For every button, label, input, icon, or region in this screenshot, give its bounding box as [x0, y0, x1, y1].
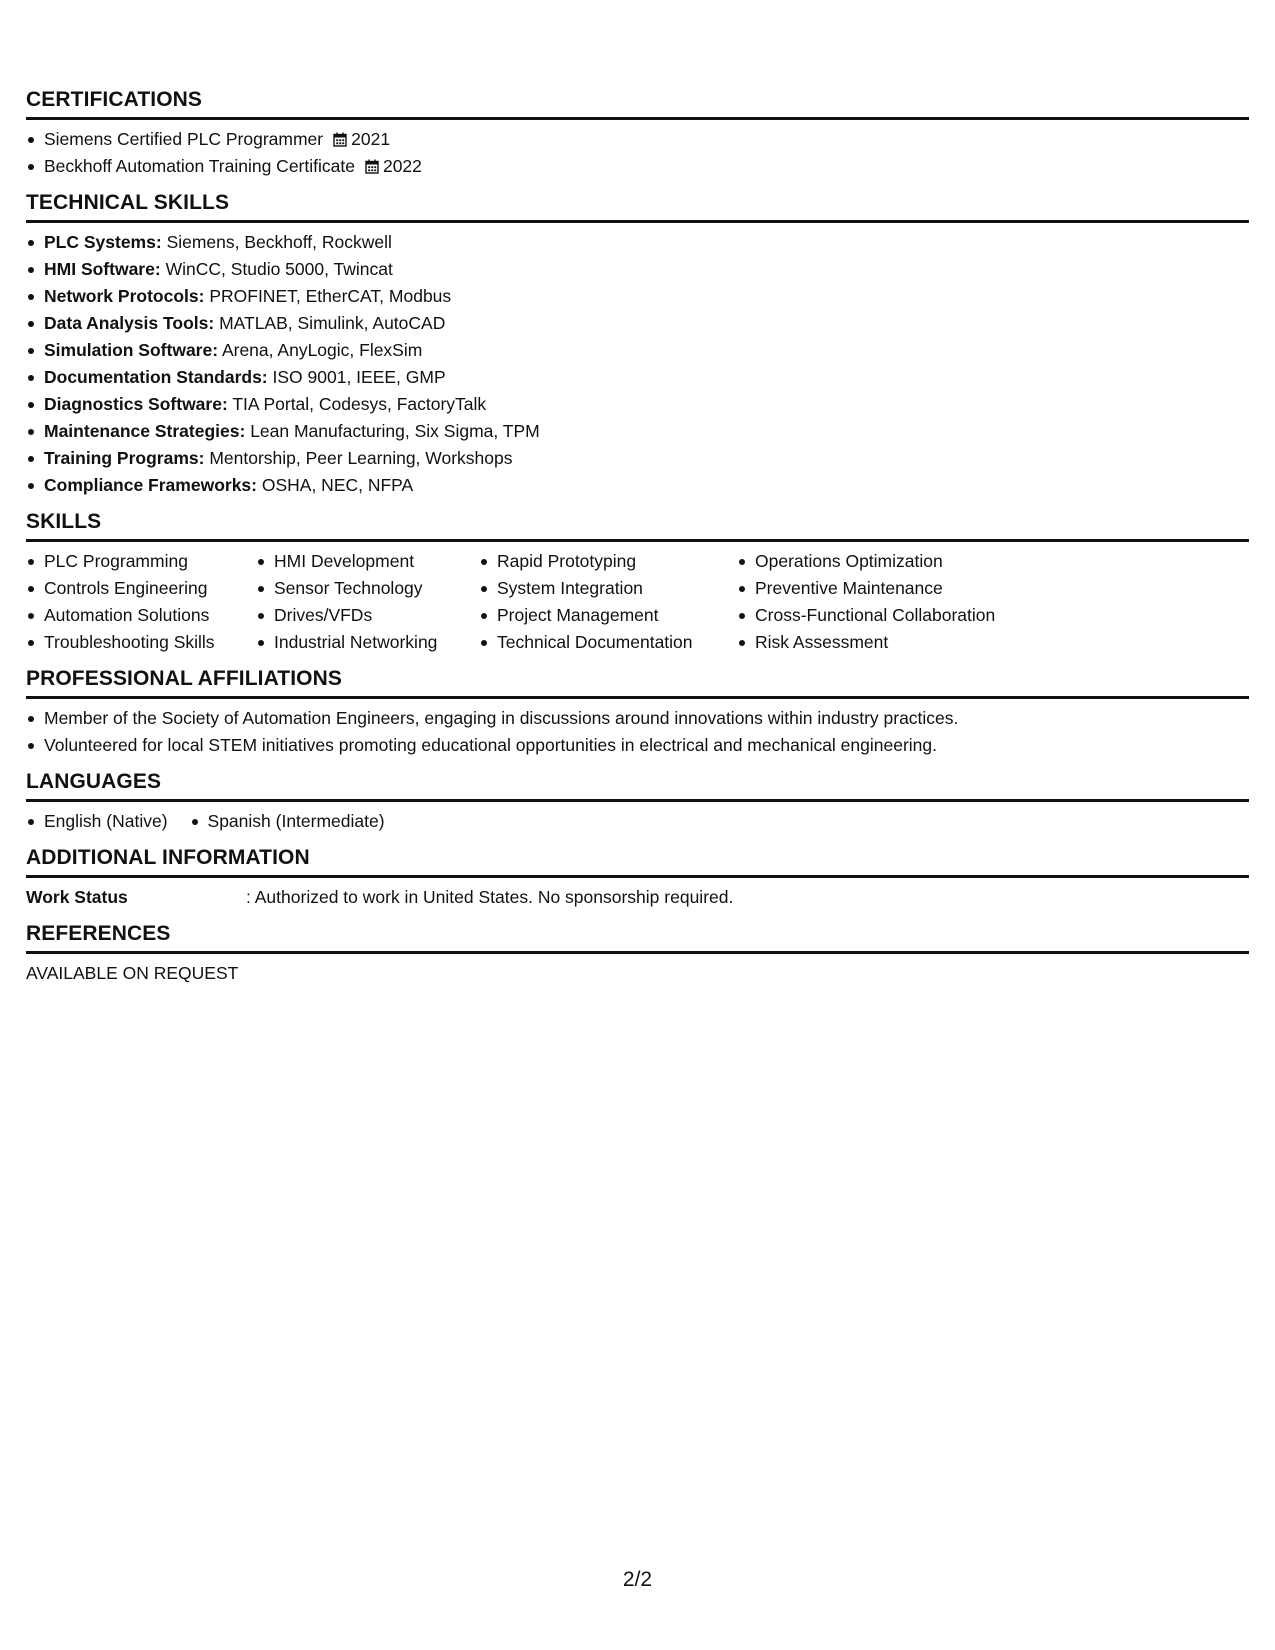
skill-category-label: Maintenance Strategies:	[44, 421, 246, 441]
list-item: Project Management	[479, 602, 737, 629]
additional-info-section	[26, 846, 1249, 911]
certifications-list	[26, 126, 1249, 180]
list-item	[26, 229, 1249, 256]
list-item: Operations Optimization	[737, 548, 1037, 575]
skill-category-value: Arena, AnyLogic, FlexSim	[221, 340, 423, 360]
section-title: TECHNICAL SKILLS	[26, 191, 1249, 223]
list-item: English (Native)	[26, 808, 168, 835]
section-title: SKILLS	[26, 510, 1249, 542]
languages-section	[26, 770, 1249, 835]
list-item: Technical Documentation	[479, 629, 737, 656]
list-item	[26, 153, 1249, 180]
section-title: LANGUAGES	[26, 770, 1249, 802]
list-item: Rapid Prototyping	[479, 548, 737, 575]
calendar-icon	[365, 159, 379, 174]
skills-grid	[26, 548, 1249, 656]
section-title: ADDITIONAL INFORMATION	[26, 846, 1249, 878]
section-title: PROFESSIONAL AFFILIATIONS	[26, 667, 1249, 699]
section-title: REFERENCES	[26, 922, 1249, 954]
affiliations-list	[26, 705, 1249, 759]
skill-category-label: HMI Software:	[44, 259, 161, 279]
list-item: Risk Assessment	[737, 629, 1037, 656]
list-item: Sensor Technology	[256, 575, 479, 602]
list-item: Industrial Networking	[256, 629, 479, 656]
skill-category-label: Data Analysis Tools:	[44, 313, 215, 333]
list-item: Cross-Functional Collaboration	[737, 602, 1037, 629]
skills-column	[26, 548, 256, 656]
references-section	[26, 922, 1249, 987]
list-item	[26, 337, 1249, 364]
skills-column	[737, 548, 1037, 656]
list-item	[26, 364, 1249, 391]
skill-category-label: Diagnostics Software:	[44, 394, 228, 414]
certification-year: 2022	[382, 156, 422, 176]
list-item: PLC Programming	[26, 548, 256, 575]
skills-column	[256, 548, 479, 656]
list-item	[26, 445, 1249, 472]
skill-category-value: WinCC, Studio 5000, Twincat	[165, 259, 393, 279]
languages-list	[26, 808, 1249, 835]
certifications-section	[26, 88, 1249, 180]
skills-section	[26, 510, 1249, 656]
certification-name: Siemens Certified PLC Programmer	[44, 129, 324, 149]
affiliations-section	[26, 667, 1249, 759]
technical-skills-section	[26, 191, 1249, 499]
list-item	[26, 126, 1249, 153]
list-item: Member of the Society of Automation Engineers, engaging in discussions around innovations within industry practices.	[26, 705, 1249, 732]
work-status-value: : Authorized to work in United States. No sponsorship required.	[246, 887, 734, 907]
work-status-label: Work Status	[26, 887, 128, 907]
list-item: Preventive Maintenance	[737, 575, 1037, 602]
skill-category-label: Network Protocols:	[44, 286, 205, 306]
skill-category-value: MATLAB, Simulink, AutoCAD	[219, 313, 446, 333]
resume-page	[26, 88, 1249, 998]
skill-category-value: ISO 9001, IEEE, GMP	[272, 367, 446, 387]
skill-category-label: PLC Systems:	[44, 232, 162, 252]
section-title: CERTIFICATIONS	[26, 88, 1249, 120]
work-status-row	[26, 884, 1249, 911]
list-item	[26, 418, 1249, 445]
skills-column	[479, 548, 737, 656]
list-item: Controls Engineering	[26, 575, 256, 602]
list-item: Volunteered for local STEM initiatives promoting educational opportunities in electrical and mechanical engineering.	[26, 732, 1249, 759]
references-text: AVAILABLE ON REQUEST	[26, 963, 239, 983]
list-item: Spanish (Intermediate)	[190, 808, 385, 835]
list-item: HMI Development	[256, 548, 479, 575]
certification-year: 2021	[351, 129, 391, 149]
technical-skills-list	[26, 229, 1249, 499]
list-item: System Integration	[479, 575, 737, 602]
skill-category-label: Documentation Standards:	[44, 367, 268, 387]
skill-category-value: Lean Manufacturing, Six Sigma, TPM	[250, 421, 540, 441]
list-item	[26, 256, 1249, 283]
list-item	[26, 283, 1249, 310]
calendar-icon	[333, 132, 347, 147]
skill-category-value: PROFINET, EtherCAT, Modbus	[209, 286, 452, 306]
list-item	[26, 472, 1249, 499]
skill-category-label: Training Programs:	[44, 448, 205, 468]
skill-category-label: Compliance Frameworks:	[44, 475, 257, 495]
skill-category-label: Simulation Software:	[44, 340, 219, 360]
list-item: Automation Solutions	[26, 602, 256, 629]
skill-category-value: TIA Portal, Codesys, FactoryTalk	[232, 394, 487, 414]
skill-category-value: OSHA, NEC, NFPA	[261, 475, 414, 495]
list-item	[26, 391, 1249, 418]
list-item: Troubleshooting Skills	[26, 629, 256, 656]
page-number: 2/2	[622, 1568, 653, 1591]
certification-name: Beckhoff Automation Training Certificate	[44, 156, 355, 176]
list-item	[26, 310, 1249, 337]
skill-category-value: Siemens, Beckhoff, Rockwell	[166, 232, 392, 252]
list-item: Drives/VFDs	[256, 602, 479, 629]
skill-category-value: Mentorship, Peer Learning, Workshops	[209, 448, 513, 468]
